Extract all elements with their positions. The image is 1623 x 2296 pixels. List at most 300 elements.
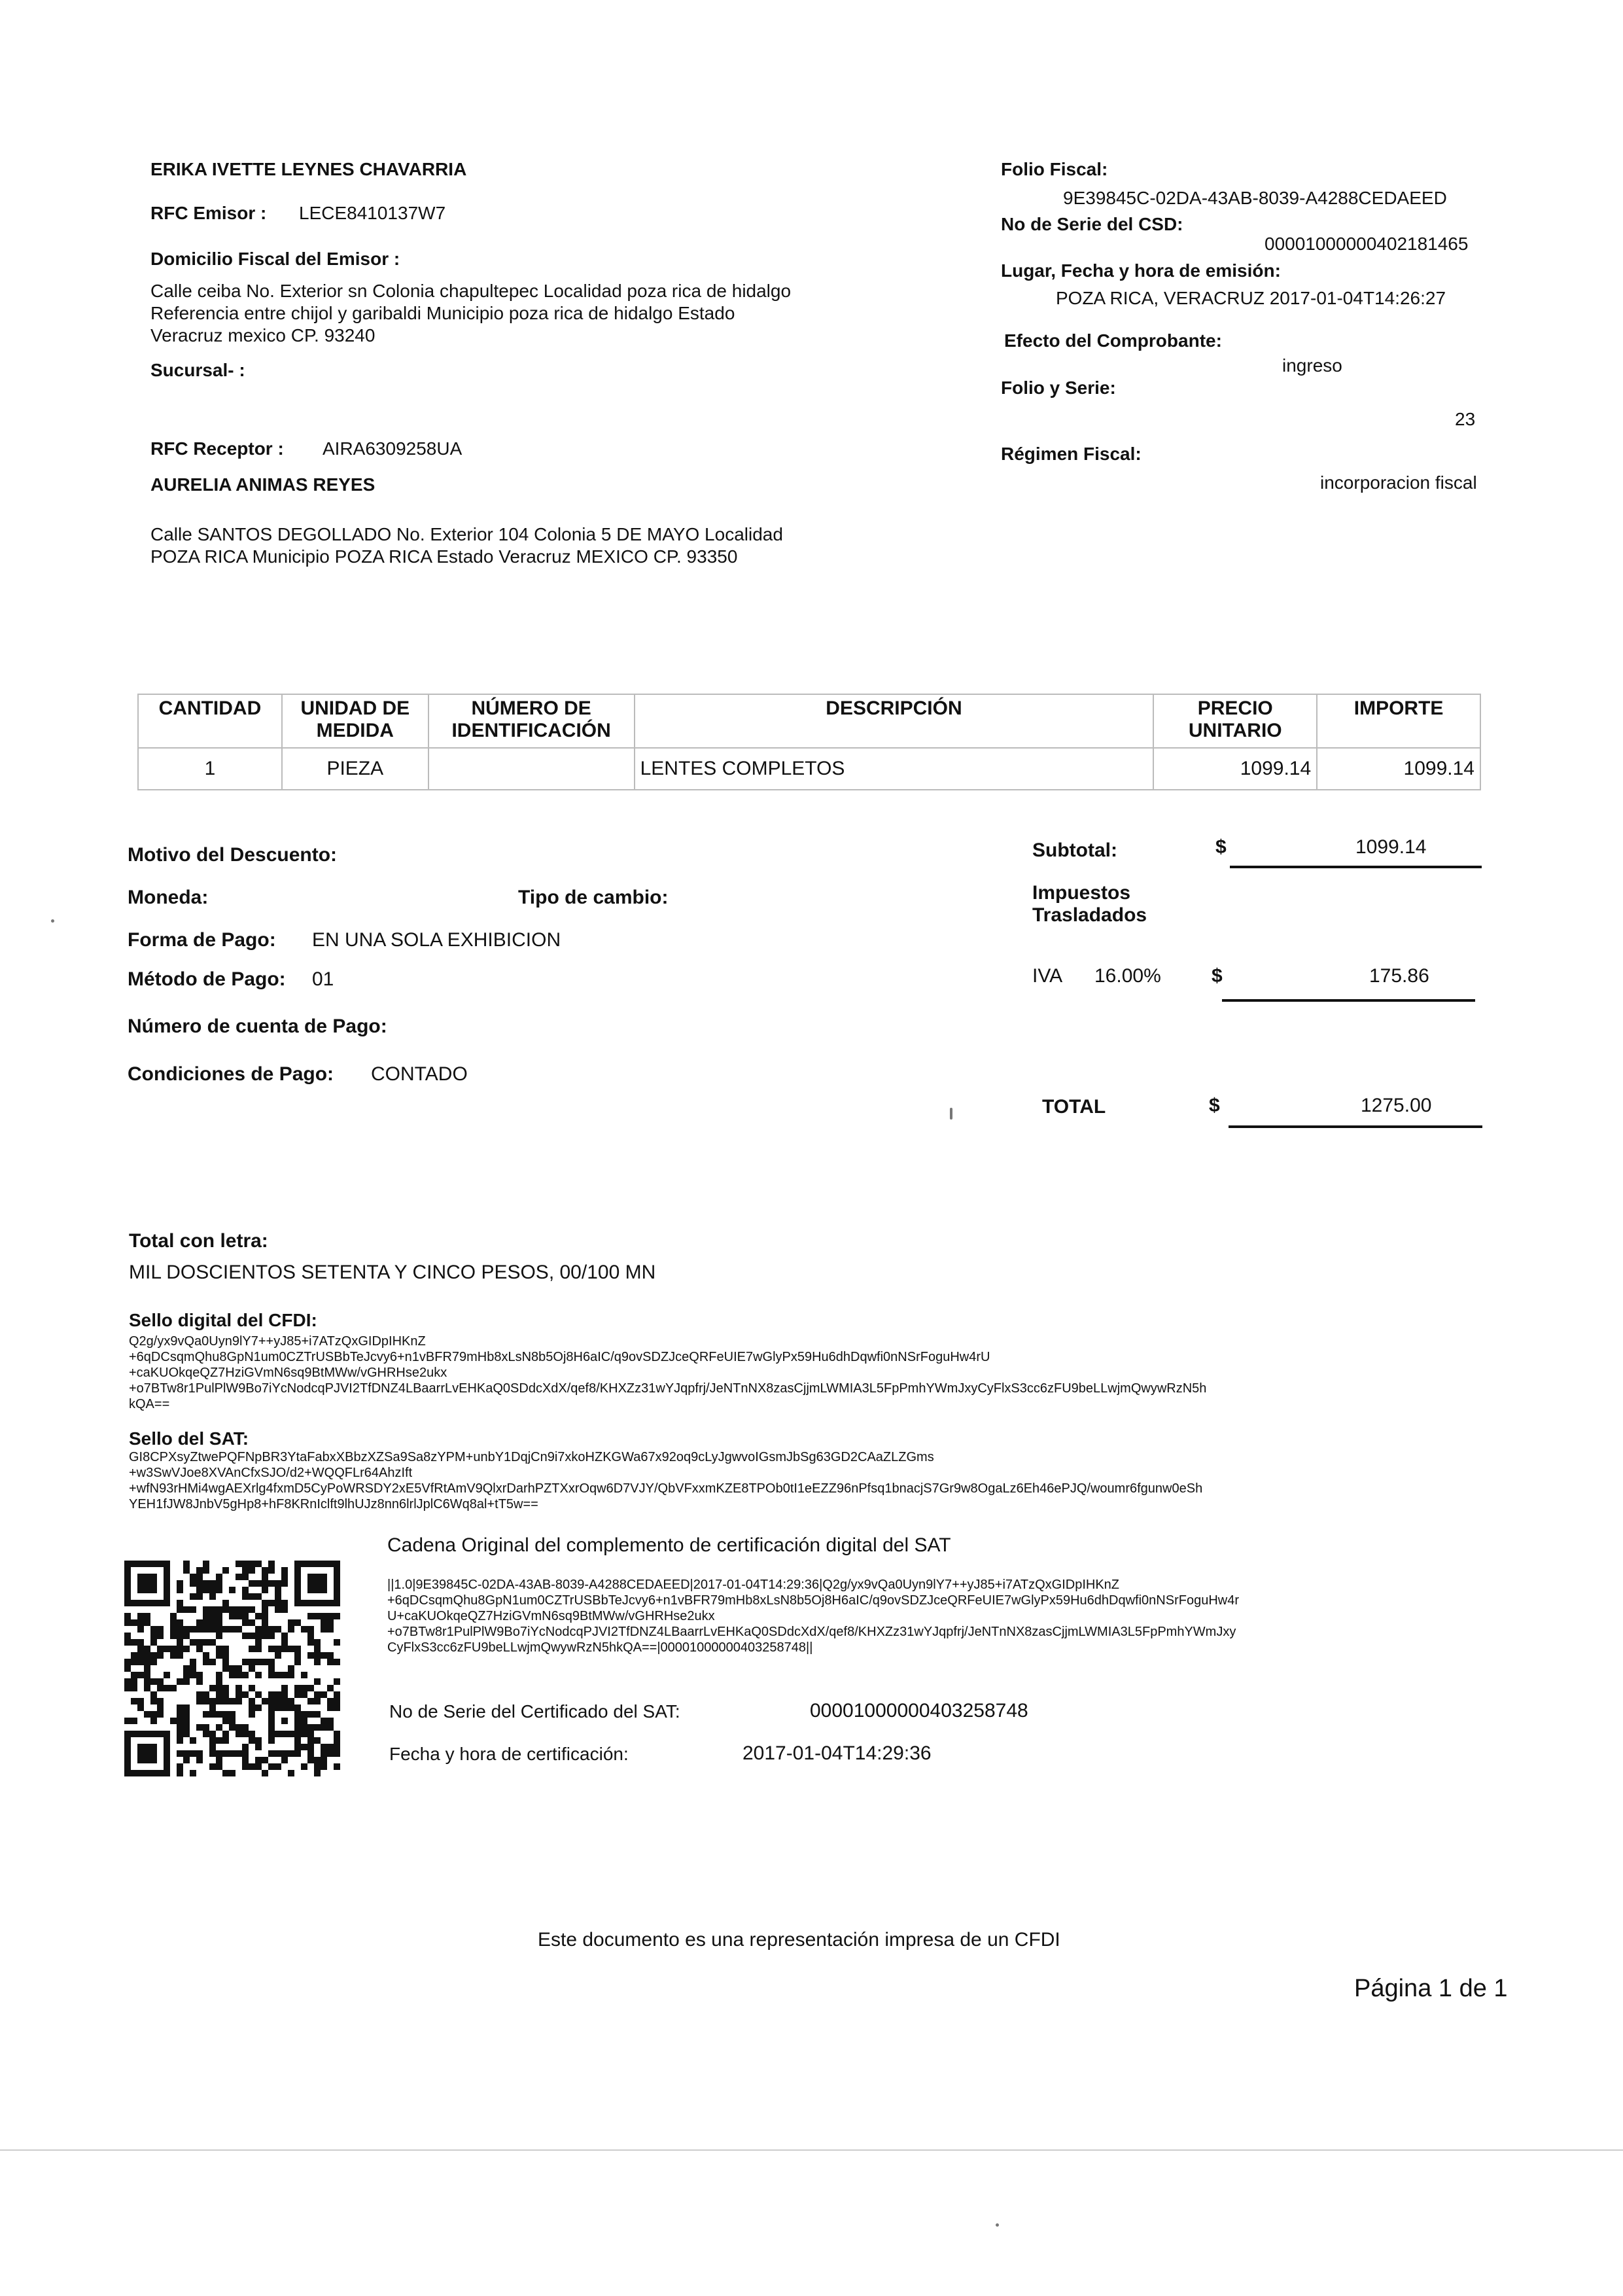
qr-module xyxy=(268,1731,275,1737)
qr-module xyxy=(236,1561,242,1567)
qr-module xyxy=(222,1659,229,1665)
qr-module xyxy=(314,1691,321,1698)
qr-module xyxy=(334,1704,340,1711)
qr-module xyxy=(334,1613,340,1619)
qr-module xyxy=(124,1567,131,1574)
qr-module xyxy=(170,1718,177,1724)
qr-module xyxy=(275,1672,281,1678)
qr-module xyxy=(307,1744,314,1750)
qr-module xyxy=(268,1561,275,1567)
qr-module xyxy=(196,1672,203,1678)
qr-module xyxy=(190,1750,196,1757)
qr-module xyxy=(229,1613,236,1619)
qr-module xyxy=(255,1580,262,1587)
qr-module xyxy=(314,1763,321,1770)
qr-module xyxy=(209,1613,216,1619)
payment-form: EN UNA SOLA EXHIBICION xyxy=(312,929,561,951)
qr-module xyxy=(183,1561,190,1567)
qr-module xyxy=(222,1606,229,1613)
qr-module xyxy=(281,1606,288,1613)
qr-module xyxy=(124,1613,131,1619)
qr-module xyxy=(177,1606,183,1613)
qr-module xyxy=(177,1763,183,1770)
qr-module xyxy=(124,1561,131,1567)
qr-module xyxy=(229,1718,236,1724)
qr-module xyxy=(124,1763,131,1770)
qr-module xyxy=(137,1757,144,1763)
qr-module xyxy=(314,1757,321,1763)
qr-module xyxy=(124,1750,131,1757)
sat-seal-line: YEH1fJW8JnbV5gHp8+hF8KRnIclft9lhUJz8nn6lrlJplC6Wq8al+tT5w== xyxy=(129,1497,538,1511)
sat-cert-label: No de Serie del Certificado del SAT: xyxy=(389,1701,680,1722)
qr-module xyxy=(190,1665,196,1672)
qr-module xyxy=(157,1633,164,1639)
tax-regime: incorporacion fiscal xyxy=(1320,472,1477,493)
qr-module xyxy=(216,1724,222,1731)
cfdi-seal-label: Sello digital del CFDI: xyxy=(129,1310,317,1330)
scan-edge-line xyxy=(0,2149,1623,2151)
payment-conditions-label: Condiciones de Pago: xyxy=(128,1063,334,1085)
qr-module xyxy=(321,1626,327,1633)
qr-module xyxy=(131,1619,137,1626)
payment-method: 01 xyxy=(312,968,334,990)
original-chain xyxy=(387,1577,1382,1655)
qr-module xyxy=(209,1659,216,1665)
qr-module xyxy=(275,1652,281,1659)
emission-place: POZA RICA, VERACRUZ 2017-01-04T14:26:27 xyxy=(1056,288,1446,308)
qr-module xyxy=(222,1711,229,1718)
qr-module xyxy=(275,1593,281,1600)
qr-module xyxy=(307,1580,314,1587)
qr-module xyxy=(196,1593,203,1600)
qr-module xyxy=(334,1593,340,1600)
qr-module xyxy=(150,1711,157,1718)
qr-module xyxy=(268,1711,275,1718)
qr-module xyxy=(229,1770,236,1776)
qr-module xyxy=(229,1750,236,1757)
qr-module xyxy=(137,1770,144,1776)
qr-module xyxy=(314,1659,321,1665)
qr-module xyxy=(209,1626,216,1633)
qr-module xyxy=(144,1711,150,1718)
qr-module xyxy=(216,1633,222,1639)
qr-module xyxy=(203,1711,209,1718)
qr-module xyxy=(255,1626,262,1633)
receiver-address-line: Calle SANTOS DEGOLLADO No. Exterior 104 Colonia 5 DE MAYO Localidad xyxy=(150,524,783,544)
qr-module xyxy=(164,1685,170,1691)
taxes-label-line: Trasladados xyxy=(1032,904,1147,926)
qr-module xyxy=(157,1678,164,1685)
qr-module xyxy=(196,1639,203,1646)
qr-module xyxy=(288,1770,294,1776)
qr-module xyxy=(275,1626,281,1633)
qr-module xyxy=(275,1731,281,1737)
qr-module xyxy=(268,1600,275,1606)
iva-rate: 16.00% xyxy=(1094,965,1161,987)
qr-module xyxy=(170,1685,177,1691)
qr-module xyxy=(255,1744,262,1750)
subtotal-label: Subtotal: xyxy=(1032,839,1117,861)
qr-module xyxy=(249,1580,255,1587)
qr-module xyxy=(216,1587,222,1593)
qr-module xyxy=(137,1580,144,1587)
qr-module xyxy=(157,1731,164,1737)
qr-module xyxy=(268,1750,275,1757)
qr-module xyxy=(209,1619,216,1626)
qr-module xyxy=(137,1561,144,1567)
original-chain-line: ||1.0|9E39845C-02DA-43AB-8039-A4288CEDAEED|2017-01-04T14:29:36|Q2g/yx9vQa0Uyn9lY7++yJ85+i7ATzQxGIDpIHKnZ xyxy=(387,1578,1120,1592)
qr-module xyxy=(144,1672,150,1678)
qr-module xyxy=(150,1574,157,1580)
qr-module xyxy=(196,1698,203,1704)
discount-reason-label: Motivo del Descuento: xyxy=(128,844,338,866)
qr-module xyxy=(131,1652,137,1659)
qr-module xyxy=(157,1770,164,1776)
qr-module xyxy=(209,1587,216,1593)
qr-module xyxy=(275,1606,281,1613)
receiver-rfc: AIRA6309258UA xyxy=(323,438,462,459)
qr-module xyxy=(229,1711,236,1718)
qr-module xyxy=(236,1672,242,1678)
qr-module xyxy=(307,1737,314,1744)
qr-module xyxy=(144,1619,150,1626)
qr-module xyxy=(321,1561,327,1567)
qr-module xyxy=(164,1750,170,1757)
qr-module xyxy=(216,1646,222,1652)
qr-module xyxy=(301,1731,307,1737)
qr-module xyxy=(236,1574,242,1580)
qr-module xyxy=(321,1600,327,1606)
qr-module xyxy=(334,1574,340,1580)
qr-module xyxy=(222,1567,229,1574)
qr-module xyxy=(255,1757,262,1763)
qr-module xyxy=(222,1691,229,1698)
qr-module xyxy=(124,1744,131,1750)
qr-module xyxy=(124,1593,131,1600)
qr-module xyxy=(183,1567,190,1574)
sat-seal-line: GI8CPXsyZtwePQFNpBR3YtaFabxXBbzXZSa9Sa8zYPM+unbY1DqjCn9i7xkoHZKGWa67x92oq9cLyJgwvoIGsmJbSg63GD2CAaZLZGms xyxy=(129,1450,934,1464)
qr-module xyxy=(268,1698,275,1704)
qr-module xyxy=(150,1678,157,1685)
qr-module xyxy=(222,1600,229,1606)
qr-module xyxy=(124,1639,131,1646)
qr-module xyxy=(177,1711,183,1718)
qr-module xyxy=(327,1561,334,1567)
qr-module xyxy=(150,1718,157,1724)
qr-module xyxy=(242,1757,249,1763)
qr-module xyxy=(170,1619,177,1626)
qr-module xyxy=(327,1704,334,1711)
payment-method-label: Método de Pago: xyxy=(128,968,286,990)
qr-module xyxy=(196,1580,203,1587)
qr-module xyxy=(288,1619,294,1626)
qr-module xyxy=(229,1587,236,1593)
qr-module xyxy=(164,1561,170,1567)
qr-module xyxy=(236,1691,242,1698)
qr-module xyxy=(307,1626,314,1633)
qr-module xyxy=(150,1691,157,1698)
subtotal-rule xyxy=(1230,866,1482,868)
cfdi-seal-line: kQA== xyxy=(129,1397,170,1411)
qr-module xyxy=(281,1567,288,1574)
qr-module xyxy=(216,1619,222,1626)
qr-module xyxy=(203,1698,209,1704)
qr-module xyxy=(144,1646,150,1652)
qr-module xyxy=(334,1567,340,1574)
csd-serial: 00001000000402181465 xyxy=(1265,234,1469,254)
qr-module xyxy=(327,1613,334,1619)
iva-label: IVA xyxy=(1032,965,1063,987)
qr-module xyxy=(164,1580,170,1587)
issuer-address-line: Veracruz mexico CP. 93240 xyxy=(150,325,375,345)
currency-label: Moneda: xyxy=(128,887,209,908)
qr-module xyxy=(177,1750,183,1757)
qr-module xyxy=(209,1580,216,1587)
qr-module xyxy=(281,1704,288,1711)
qr-module xyxy=(275,1704,281,1711)
qr-module xyxy=(314,1600,321,1606)
qr-module xyxy=(164,1587,170,1593)
folio-series: 23 xyxy=(1455,409,1476,429)
taxes-label-line: Impuestos xyxy=(1032,882,1131,904)
qr-module xyxy=(124,1600,131,1606)
qr-module xyxy=(327,1718,334,1724)
qr-module xyxy=(222,1626,229,1633)
qr-module xyxy=(249,1685,255,1691)
qr-module xyxy=(281,1731,288,1737)
qr-module xyxy=(177,1646,183,1652)
qr-module xyxy=(268,1646,275,1652)
qr-module xyxy=(268,1691,275,1698)
qr-module xyxy=(170,1613,177,1619)
qr-module xyxy=(301,1744,307,1750)
sat-seal-line: +wfN93rHMi4wgAEXrlg4fxmD5CyPoWRSDY2xE5VfRtAmV9QlxrDarhPZTXxrOqw6D7VJY/QbVFxxmKZE8TPOb0tI1eEZZ96nPfsq1bnacjS7Gr9w8OgaLz6Eh46ePJQ/woumr6fgunw0eSh xyxy=(129,1481,1203,1496)
qr-module xyxy=(157,1685,164,1691)
qr-module xyxy=(131,1639,137,1646)
qr-module xyxy=(209,1639,216,1646)
qr-module xyxy=(321,1744,327,1750)
qr-module xyxy=(177,1626,183,1633)
qr-module xyxy=(209,1737,216,1744)
qr-module xyxy=(157,1711,164,1718)
qr-module xyxy=(216,1711,222,1718)
qr-module xyxy=(262,1606,268,1613)
qr-module xyxy=(150,1561,157,1567)
qr-module xyxy=(307,1561,314,1567)
qr-module xyxy=(150,1652,157,1659)
qr-module xyxy=(137,1744,144,1750)
scan-speck xyxy=(996,2223,999,2227)
qr-module xyxy=(294,1731,301,1737)
qr-module xyxy=(334,1580,340,1587)
qr-module xyxy=(249,1567,255,1574)
original-chain-line: U+caKUOkqeQZ7HziGVmN6sq9BtMWw/vGHRHse2ukx xyxy=(387,1609,715,1623)
qr-module xyxy=(301,1763,307,1770)
qr-module xyxy=(144,1587,150,1593)
qr-module xyxy=(137,1659,144,1665)
qr-module xyxy=(262,1580,268,1587)
qr-module xyxy=(249,1593,255,1600)
qr-module xyxy=(150,1698,157,1704)
qr-module xyxy=(268,1580,275,1587)
qr-module xyxy=(314,1580,321,1587)
qr-module xyxy=(249,1646,255,1652)
qr-module xyxy=(144,1574,150,1580)
qr-module xyxy=(236,1724,242,1731)
qr-module xyxy=(268,1665,275,1672)
qr-module xyxy=(203,1731,209,1737)
qr-module xyxy=(327,1652,334,1659)
qr-module xyxy=(242,1593,249,1600)
qr-module xyxy=(268,1724,275,1731)
qr-module xyxy=(203,1580,209,1587)
qr-module xyxy=(255,1672,262,1678)
qr-module xyxy=(294,1750,301,1757)
qr-module xyxy=(209,1698,216,1704)
qr-module xyxy=(144,1678,150,1685)
qr-module xyxy=(229,1698,236,1704)
qr-module xyxy=(209,1593,216,1600)
issuer-address xyxy=(150,280,791,347)
qr-module xyxy=(177,1639,183,1646)
qr-module xyxy=(262,1626,268,1633)
qr-module xyxy=(334,1639,340,1646)
qr-module xyxy=(275,1587,281,1593)
qr-module xyxy=(183,1757,190,1763)
qr-module xyxy=(144,1744,150,1750)
qr-module xyxy=(334,1659,340,1665)
amount-words: MIL DOSCIENTOS SETENTA Y CINCO PESOS, 00/100 MN xyxy=(129,1262,656,1283)
qr-module xyxy=(203,1613,209,1619)
qr-module xyxy=(307,1711,314,1718)
qr-module xyxy=(262,1770,268,1776)
qr-module xyxy=(157,1704,164,1711)
qr-module xyxy=(216,1685,222,1691)
qr-module xyxy=(249,1731,255,1737)
qr-module xyxy=(164,1737,170,1744)
qr-module xyxy=(327,1600,334,1606)
qr-module xyxy=(281,1580,288,1587)
qr-module xyxy=(327,1750,334,1757)
qr-module xyxy=(216,1626,222,1633)
qr-module xyxy=(124,1633,131,1639)
qr-module xyxy=(255,1691,262,1698)
cfdi-seal-line: +o7BTw8r1PulPlW9Bo7iYcNodcqPJVI2TfDNZ4LBaarrLvEHKaQ0SDdcXdX/qef8/KHXZz31wYJqpfrj/JeNTnNX8zasCjjmLWMIA3L5FpPmhYWmJxyCyFlxS3cc6zFU9beLLwjmQwywRzN5h xyxy=(129,1381,1207,1396)
col-header-id-number: NÚMERO DE IDENTIFICACIÓN xyxy=(428,694,635,748)
qr-module xyxy=(177,1580,183,1587)
qr-module xyxy=(334,1698,340,1704)
qr-module xyxy=(281,1639,288,1646)
qr-module xyxy=(281,1646,288,1652)
qr-module xyxy=(229,1626,236,1633)
qr-module xyxy=(321,1718,327,1724)
qr-module xyxy=(262,1587,268,1593)
qr-module xyxy=(249,1606,255,1613)
voucher-effect: ingreso xyxy=(1282,355,1342,376)
qr-module xyxy=(255,1593,262,1600)
qr-module xyxy=(222,1665,229,1672)
qr-module xyxy=(281,1757,288,1763)
qr-module xyxy=(131,1672,137,1678)
qr-module xyxy=(294,1737,301,1744)
qr-module xyxy=(307,1698,314,1704)
qr-module xyxy=(150,1731,157,1737)
qr-module xyxy=(236,1606,242,1613)
qr-module xyxy=(124,1665,131,1672)
qr-module xyxy=(222,1718,229,1724)
qr-module xyxy=(190,1659,196,1665)
qr-module xyxy=(334,1750,340,1757)
qr-module xyxy=(164,1763,170,1770)
qr-module xyxy=(281,1691,288,1698)
qr-module xyxy=(281,1685,288,1691)
qr-module xyxy=(242,1724,249,1731)
subtotal-value: 1099.14 xyxy=(1355,836,1427,858)
qr-module xyxy=(190,1593,196,1600)
qr-module xyxy=(307,1639,314,1646)
qr-module xyxy=(196,1646,203,1652)
qr-module xyxy=(157,1652,164,1659)
receiver-name: AURELIA ANIMAS REYES xyxy=(150,474,375,495)
qr-module xyxy=(242,1619,249,1626)
qr-module xyxy=(242,1613,249,1619)
qr-module xyxy=(249,1698,255,1704)
qr-module xyxy=(203,1587,209,1593)
qr-module xyxy=(177,1731,183,1737)
qr-module xyxy=(137,1587,144,1593)
qr-module xyxy=(183,1633,190,1639)
qr-module xyxy=(203,1652,209,1659)
qr-module xyxy=(294,1561,301,1567)
qr-module xyxy=(150,1750,157,1757)
qr-module xyxy=(216,1750,222,1757)
qr-module xyxy=(137,1698,144,1704)
col-header-description: DESCRIPCIÓN xyxy=(635,694,1154,748)
original-chain-line: CyFlxS3cc6zFU9beLLwjmQwywRzN5hkQA==|00001000000403258748|| xyxy=(387,1640,813,1655)
qr-module xyxy=(203,1691,209,1698)
qr-module xyxy=(164,1646,170,1652)
qr-module xyxy=(262,1698,268,1704)
qr-module xyxy=(209,1704,216,1711)
qr-module xyxy=(314,1646,321,1652)
qr-module xyxy=(236,1750,242,1757)
qr-module xyxy=(216,1574,222,1580)
qr-module xyxy=(307,1574,314,1580)
qr-module xyxy=(177,1619,183,1626)
cell-quantity: 1 xyxy=(138,748,282,790)
qr-module xyxy=(209,1763,216,1770)
qr-module xyxy=(157,1561,164,1567)
qr-module xyxy=(164,1744,170,1750)
qr-module xyxy=(137,1600,144,1606)
col-header-unit: UNIDAD DE MEDIDA xyxy=(282,694,428,748)
qr-module xyxy=(268,1626,275,1633)
qr-module xyxy=(144,1757,150,1763)
qr-module xyxy=(196,1619,203,1626)
total-value: 1275.00 xyxy=(1361,1095,1432,1116)
qr-module xyxy=(236,1613,242,1619)
receiver-rfc-label: RFC Receptor : xyxy=(150,438,284,459)
qr-module xyxy=(268,1763,275,1770)
qr-module xyxy=(150,1587,157,1593)
qr-module xyxy=(249,1711,255,1718)
qr-module xyxy=(281,1718,288,1724)
qr-module xyxy=(242,1750,249,1757)
qr-module xyxy=(294,1600,301,1606)
qr-module xyxy=(144,1600,150,1606)
qr-module xyxy=(164,1567,170,1574)
qr-module xyxy=(294,1593,301,1600)
